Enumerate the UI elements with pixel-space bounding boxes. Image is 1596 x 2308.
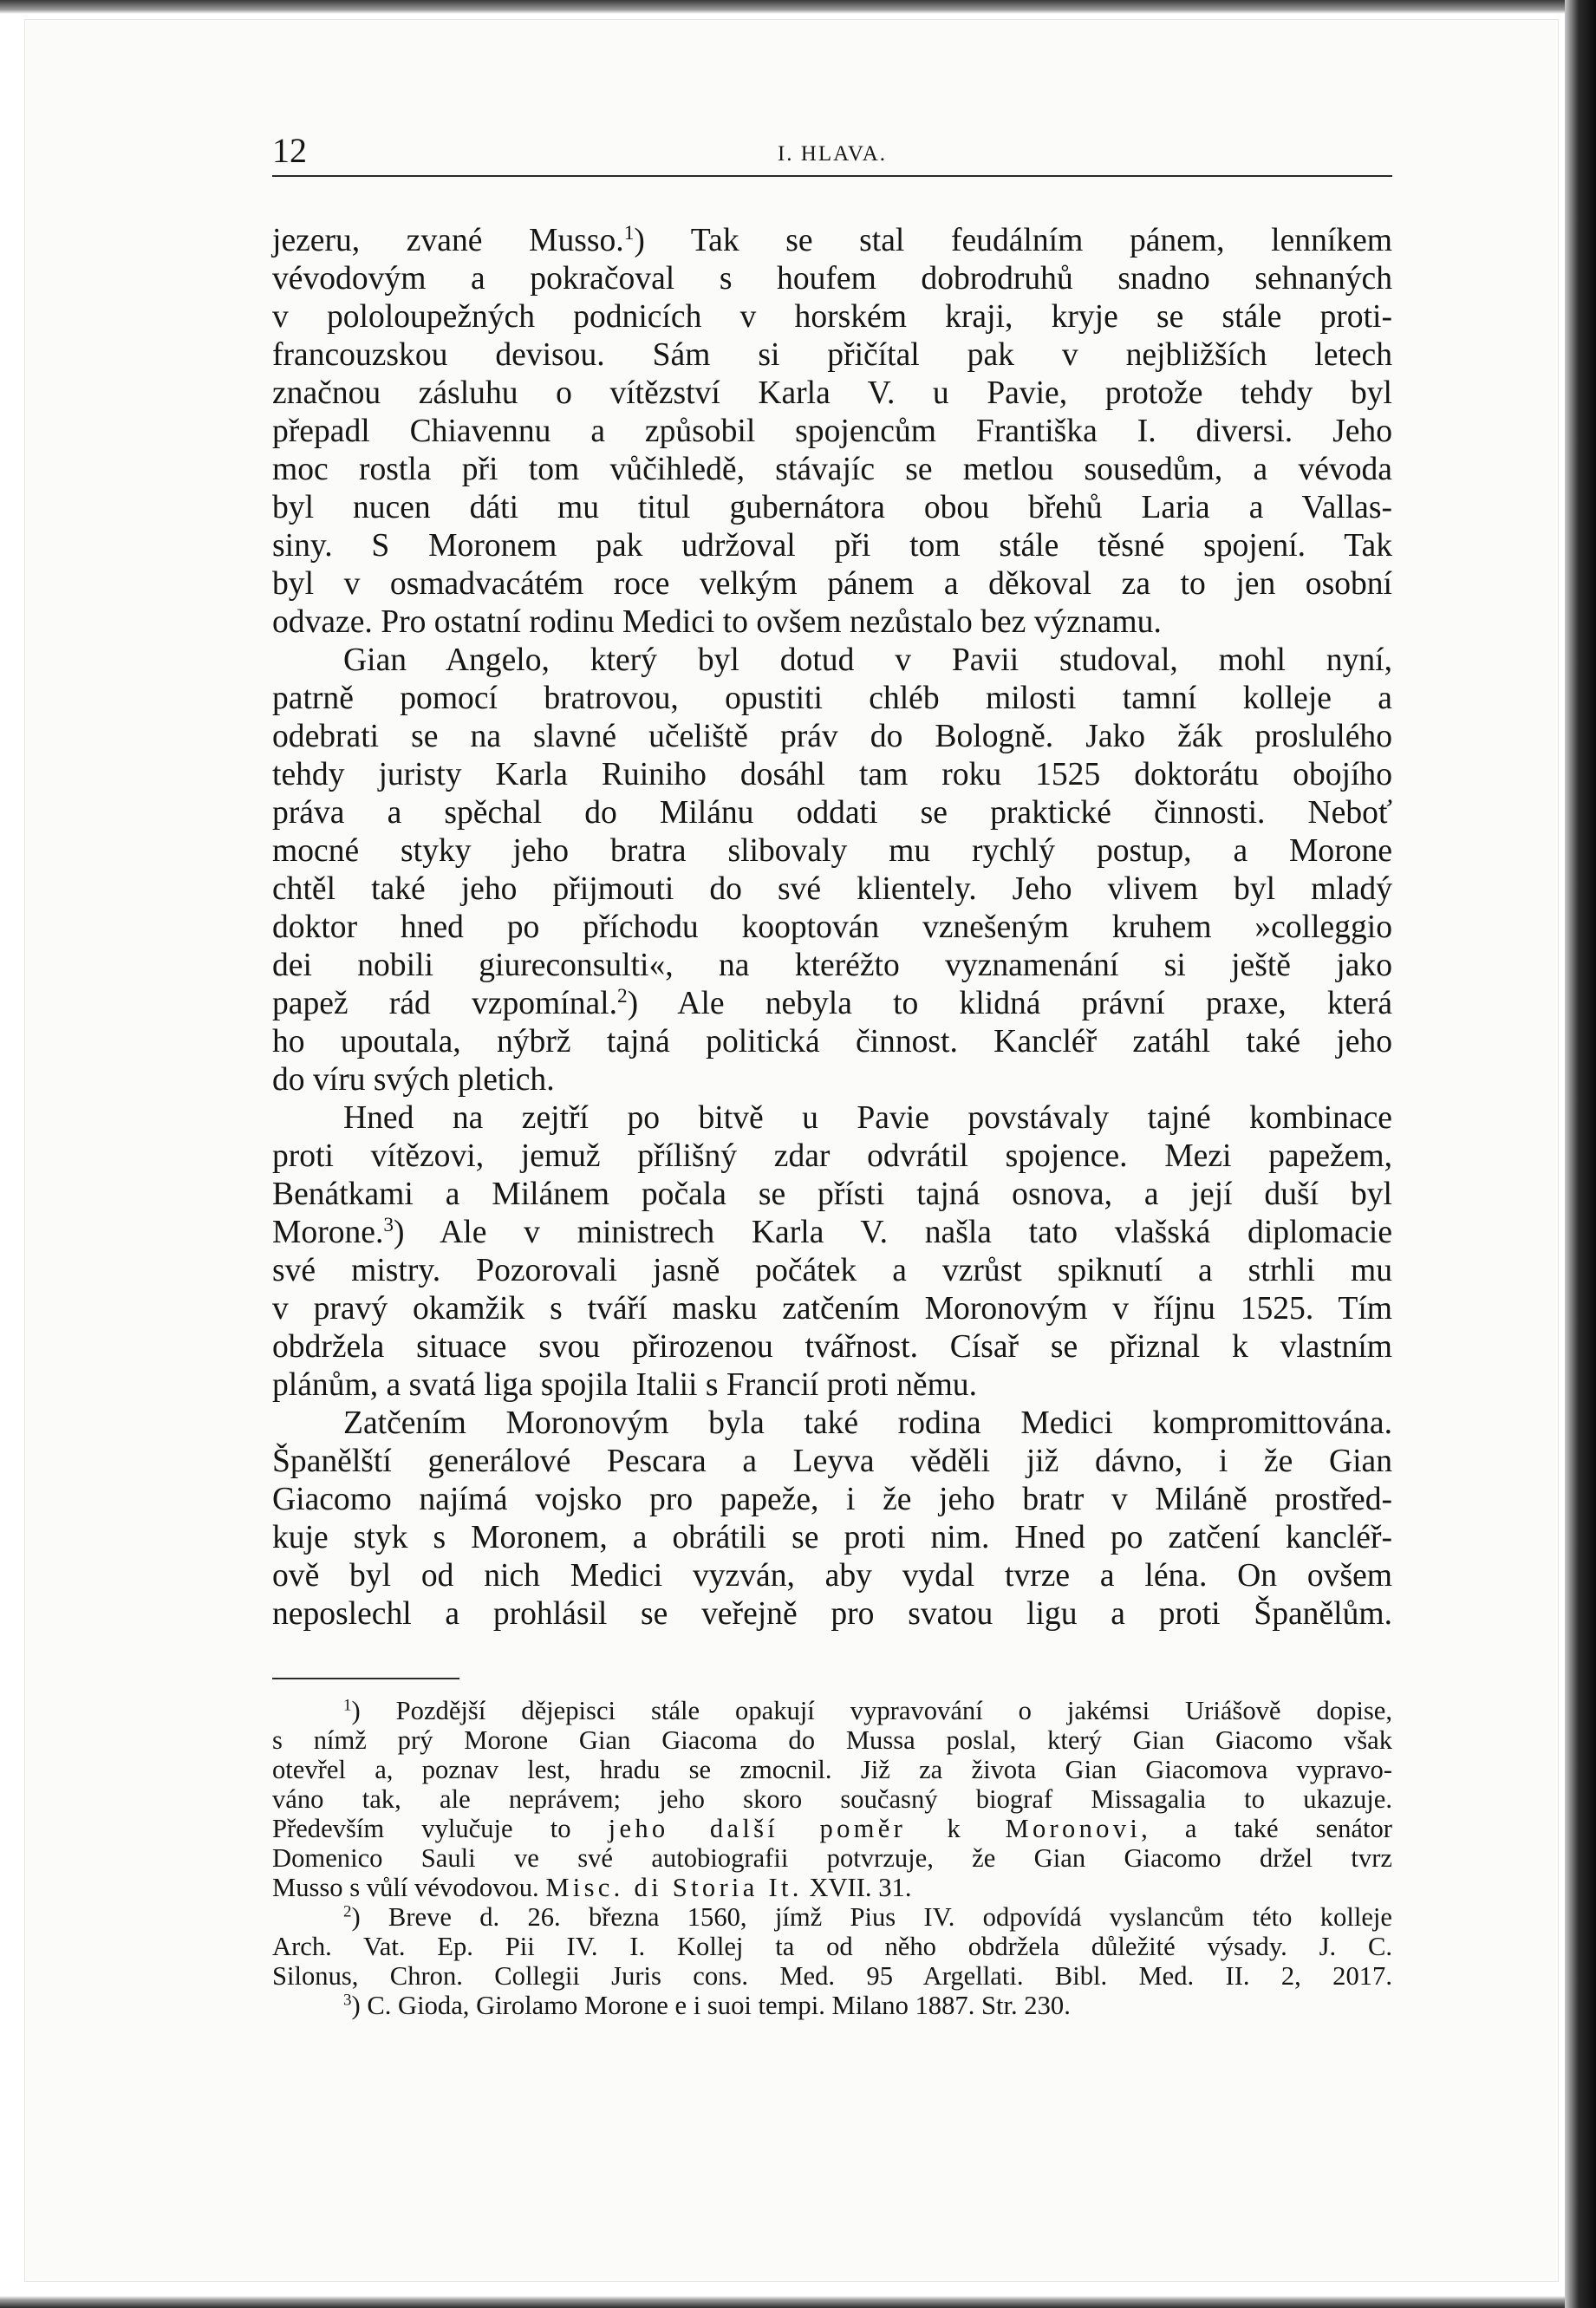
text-line: byl v osmadvacátém roce velkým pánem a děkoval za to jen osobní: [272, 566, 1392, 602]
text-line: ově byl od nich Medici vyzván, aby vydal tvrze a léna. On ovšem: [272, 1558, 1392, 1594]
running-head: I. HLAVA.: [777, 142, 888, 166]
footnote-line: otevřel a, poznav lest, hradu se zmocnil. Již za života Gian Giacomova vypravo-: [272, 1755, 1392, 1784]
footnote-ref: 2: [617, 985, 628, 1008]
text-line: papež rád vzpomínal.$^2$) Ale nebyla to klidná právní praxe, která: [272, 985, 1393, 1021]
text-line: francouzskou devisou. Sám si přičítal pak v nejbližších letech: [272, 337, 1392, 373]
text-line: vévodovým a pokračoval s houfem dobrodruhů snadno sehnaných: [272, 261, 1392, 297]
footnote-line: váno tak, ale neprávem; jeho skoro současný biograf Missagalia to ukazuje.: [272, 1784, 1392, 1814]
text-line: své mistry. Pozorovali jasně počátek a vzrůst spiknutí a strhli mu: [272, 1253, 1392, 1288]
footnote-line: $^3$) C. Gioda, Girolamo Morone e i suoi tempi. Milano 1887. Str. 230.: [343, 1991, 1071, 2020]
text-line: Morone.$^3$) Ale v ministrech Karla V. našla tato vlašská diplomacie: [272, 1214, 1392, 1250]
scan-edge-right: [1565, 0, 1596, 2308]
text-line: odebrati se na slavné učeliště práv do Bologně. Jako žák proslulého: [272, 719, 1392, 754]
text-line: ho upoutala, nýbrž tajná politická činnost. Kancléř zatáhl také jeho: [272, 1024, 1392, 1059]
spaced-emphasis: jeho další poměr k Moronovi: [608, 1814, 1142, 1843]
text-line: neposlechl a prohlásil se veřejně pro svatou ligu a proti Španělům.: [272, 1596, 1392, 1632]
text-line: práva a spěchal do Milánu oddati se praktické činnosti. Neboť: [272, 795, 1392, 831]
text-line: v pravý okamžik s tváří masku zatčením Moronovým v říjnu 1525. Tím: [272, 1291, 1392, 1327]
text-line: obdržela situace svou přirozenou tvářnost. Císař se přiznal k vlastním: [272, 1329, 1392, 1365]
text-line: kuje styk s Moronem, a obrátili se proti nim. Hned po zatčení kancléř-: [272, 1520, 1392, 1555]
scan-edge-bottom: [0, 2296, 1596, 2308]
footnote-line: Především vylučuje to jeho další poměr k Moronovi, a také senátor: [272, 1814, 1392, 1843]
text-line: Hned na zejtří po bitvě u Pavie povstávaly tajné kombinace: [343, 1100, 1392, 1136]
page-header: [272, 128, 1392, 173]
text-line: tehdy juristy Karla Ruiniho dosáhl tam roku 1525 doktorátu obojího: [272, 757, 1392, 792]
footnote-ref: 1: [623, 222, 635, 245]
text-line: doktor hned po příchodu kooptován vznešeným kruhem »colleggio: [272, 910, 1392, 945]
text-line: chtěl také jeho přijmouti do své klientely. Jeho vlivem byl mladý: [272, 871, 1392, 907]
footnote-mark: 1: [343, 1696, 352, 1715]
footnote-line: Domenico Sauli ve své autobiografii potvrzuje, že Gian Giacomo držel tvrz: [272, 1843, 1392, 1873]
text-line: odvaze. Pro ostatní rodinu Medici to ovšem nezůstalo bez významu.: [272, 604, 1162, 640]
text-line: plánům, a svatá liga spojila Italii s Francií proti němu.: [272, 1367, 977, 1403]
footnote-line: Musso s vůlí vévodovou. Misc. di Storia It. XVII. 31.: [272, 1873, 912, 1902]
text-line: Španělští generálové Pescara a Leyva věděli již dávno, i že Gian: [272, 1444, 1392, 1479]
text-line: Zatčením Moronovým byla také rodina Medici kompromittována.: [343, 1405, 1392, 1441]
text-line: dei nobili giureconsulti«, na kteréžto vyznamenání si ještě jako: [272, 948, 1392, 983]
text-line: v pololoupežných podnicích v horském kraji, kryje se stále proti-: [272, 299, 1392, 335]
footnote-mark: 3: [343, 1991, 352, 2010]
footnote-mark: 2: [343, 1902, 352, 1921]
text-line: patrně pomocí bratrovou, opustiti chléb milosti tamní kolleje a: [272, 681, 1392, 716]
footnote-line: Silonus, Chron. Collegii Juris cons. Med. 95 Argellati. Bibl. Med. II. 2, 2017.: [272, 1961, 1392, 1991]
footnote-line: Arch. Vat. Ep. Pii IV. I. Kollej ta od něho obdržela důležité výsady. J. C.: [272, 1932, 1392, 1961]
text-line: značnou zásluhu o vítězství Karla V. u Pavie, protože tehdy byl: [272, 375, 1392, 411]
text-line: moc rostla při tom vůčihledě, stávajíc se metlou sousedům, a vévoda: [272, 452, 1392, 487]
text-line: siny. S Moronem pak udržoval při tom stále těsné spojení. Tak: [272, 528, 1392, 564]
footnote-line: $^2$) Breve d. 26. března 1560, jímž Pius IV. odpovídá vyslancům této kolleje: [343, 1902, 1392, 1932]
text-line: mocné styky jeho bratra slibovaly mu rychlý postup, a Morone: [272, 833, 1392, 869]
text-line: Gian Angelo, který byl dotud v Pavii studoval, mohl nyní,: [343, 642, 1392, 678]
footnote-line: s nímž prý Morone Gian Giacoma do Mussa poslal, který Gian Giacomo však: [272, 1725, 1392, 1755]
text-line: byl nucen dáti mu titul gubernátora obou břehů Laria a Vallas-: [272, 490, 1392, 525]
footnote-ref: 3: [383, 1214, 394, 1237]
footnote-rule: [272, 1678, 459, 1679]
text-line: přepadl Chiavennu a způsobil spojencům Františka I. diversi. Jeho: [272, 414, 1392, 449]
text-line: proti vítězovi, jemuž přílišný zdar odvrátil spojence. Mezi papežem,: [272, 1138, 1392, 1174]
footnotes: [272, 1696, 1392, 2020]
text-line: Giacomo najímá vojsko pro papeže, i že jeho bratr v Miláně prostřed-: [272, 1482, 1392, 1517]
text-line: jezeru, zvané Musso.$^1$) Tak se stal feudálním pánem, lenníkem: [272, 222, 1392, 258]
header-rule: [272, 175, 1392, 177]
page-number: 12: [272, 131, 307, 170]
text-line: do víru svých pletich.: [272, 1062, 555, 1098]
footnote-line: $^1$) Pozdější dějepisci stále opakují vypravování o jakémsi Uriášově dopise,: [343, 1696, 1392, 1725]
scan-edge-top: [0, 0, 1596, 14]
spaced-emphasis: Misc. di Storia It.: [545, 1873, 803, 1902]
body-text: [272, 222, 1392, 1633]
text-line: Benátkami a Milánem počala se přísti tajná osnova, a její duší byl: [272, 1177, 1392, 1212]
